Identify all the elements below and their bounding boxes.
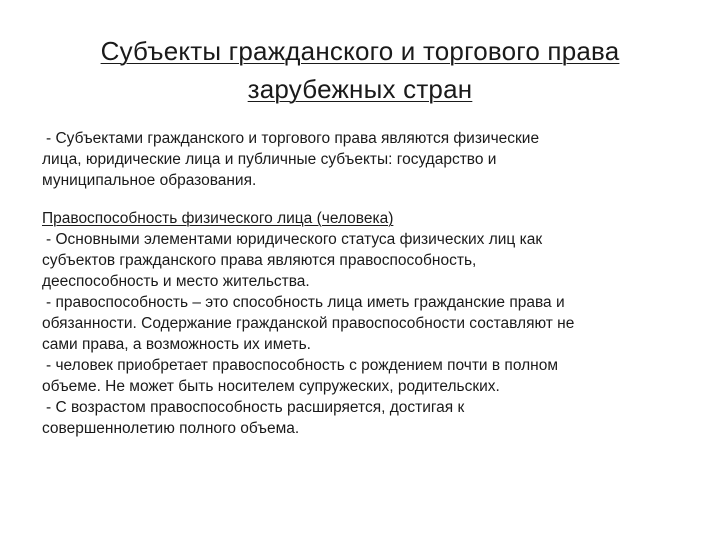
bullet-1-line-2: субъектов гражданского права являются правоспособность, <box>42 252 477 269</box>
bullet-item-2 <box>42 292 682 355</box>
title-line-2: зарубежных стран <box>247 74 473 104</box>
bullet-1-line-3: дееспособность и место жительства. <box>42 273 310 290</box>
bullet-3-line-1: - человек приобретает правоспособность с рождением почти в полном <box>46 357 558 374</box>
intro-line-1: - Субъектами гражданского и торгового права являются физические <box>46 130 540 147</box>
intro-line-3: муниципальное образования. <box>42 172 257 189</box>
bullet-2-line-1: - правоспособность – это способность лица иметь гражданские права и <box>46 294 565 311</box>
bullet-2-line-3: сами права, а возможность их иметь. <box>42 336 311 353</box>
bullet-1-line-1: - Основными элементами юридического статуса физических лиц как <box>46 231 543 248</box>
title-line-1: Субъекты гражданского и торгового права <box>100 36 620 66</box>
bullet-3-line-2: объеме. Не может быть носителем супружеских, родительских. <box>42 378 500 395</box>
section-subheading: Правоспособность физического лица (человека) <box>42 210 394 227</box>
bullet-item-4 <box>42 397 682 439</box>
slide-body <box>42 128 682 439</box>
bullet-item-3 <box>42 355 682 397</box>
intro-line-2: лица, юридические лица и публичные субъекты: государство и <box>42 151 497 168</box>
bullet-item-1 <box>42 229 682 292</box>
intro-paragraph <box>42 128 682 191</box>
bullet-4-line-2: совершеннолетию полного объема. <box>42 420 300 437</box>
slide-title <box>40 32 680 108</box>
bullet-4-line-1: - С возрастом правоспособность расширяется, достигая к <box>46 399 465 416</box>
bullet-2-line-2: обязанности. Содержание гражданской правоспособности составляют не <box>42 315 575 332</box>
